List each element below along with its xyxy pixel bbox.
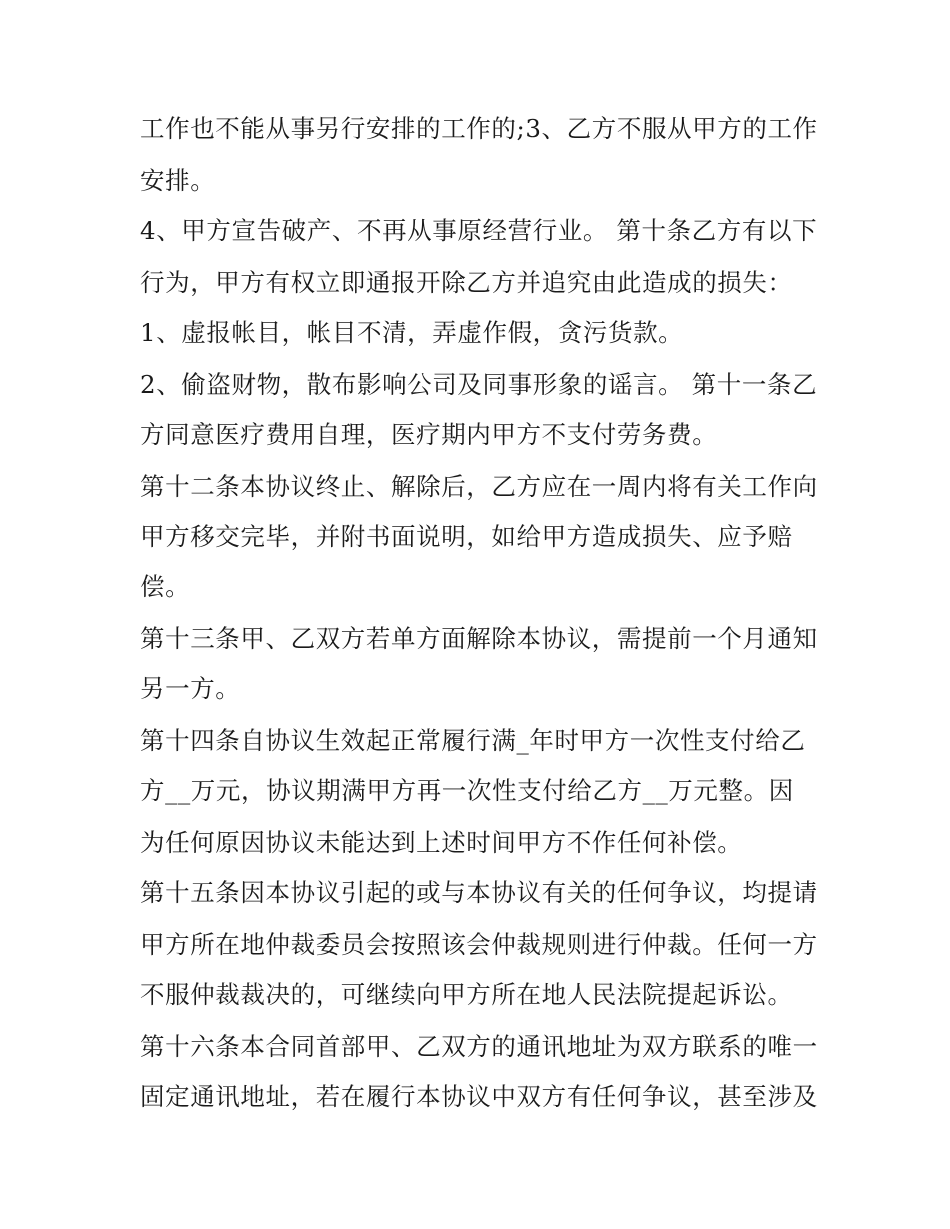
text-line: 第十四条自协议生效起正常履行满_年时甲方一次性支付给乙 [140, 726, 806, 755]
text-line: 另一方。 [140, 674, 241, 703]
text-line: 方__万元，协议期满甲方再一次性支付给乙方__万元整。因 [140, 776, 794, 805]
text-line: 4、甲方宣告破产、不再从事原经营行业。 第十条乙方有以下 [140, 216, 818, 245]
text-line: 第十五条因本协议引起的或与本协议有关的任何争议，均提请 [140, 878, 818, 907]
text-line: 第十三条甲、乙双方若单方面解除本协议，需提前一个月通知 [140, 624, 818, 653]
text-line: 甲方所在地仲裁委员会按照该会仲裁规则进行仲裁。任何一方 [140, 930, 818, 959]
text-line: 甲方移交完毕，并附书面说明，如给甲方造成损失、应予赔 [140, 522, 793, 551]
text-line: 为任何原因协议未能达到上述时间甲方不作任何补偿。 [140, 828, 743, 857]
text-line: 第十六条本合同首部甲、乙双方的通讯地址为双方联系的唯一 [140, 1032, 818, 1061]
text-line: 2、偷盗财物，散布影响公司及同事形象的谣言。 第十一条乙 [140, 370, 818, 399]
text-line: 工作也不能从事另行安排的工作的;3、乙方不服从甲方的工作 [140, 114, 818, 143]
text-line: 行为，甲方有权立即通报开除乙方并追究由此造成的损失： [140, 268, 793, 297]
text-line: 固定通讯地址，若在履行本协议中双方有任何争议，甚至涉及 [140, 1082, 818, 1111]
text-line: 方同意医疗费用自理，医疗期内甲方不支付劳务费。 [140, 420, 718, 449]
text-line: 偿。 [140, 572, 191, 601]
text-line: 第十二条本协议终止、解除后，乙方应在一周内将有关工作向 [140, 472, 818, 501]
text-line: 安排。 [140, 166, 216, 195]
text-line: 不服仲裁裁决的，可继续向甲方所在地人民法院提起诉讼。 [140, 980, 793, 1009]
text-line: 1、虚报帐目，帐目不清，弄虚作假，贪污货款。 [140, 318, 684, 347]
